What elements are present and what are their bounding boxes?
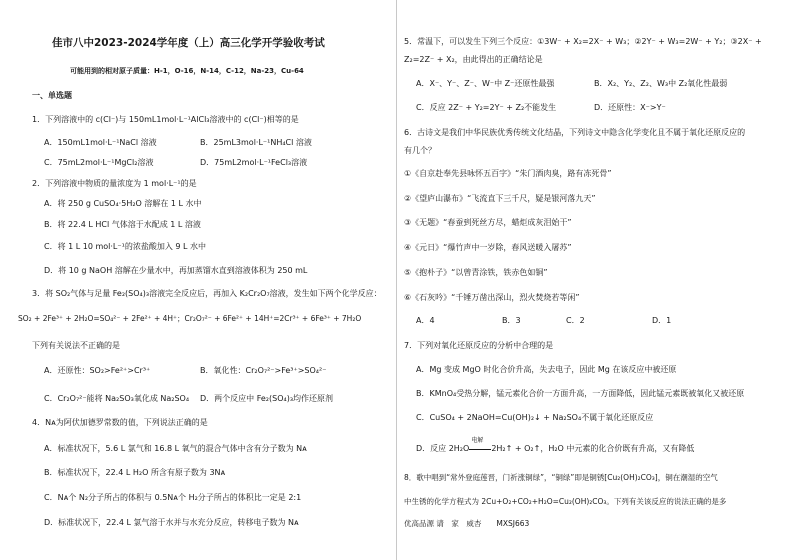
q1-option-b: B．25mL3mol·L⁻¹NH₄Cl 溶液 [200,138,312,147]
q2-option-c: C．将 1 L 10 mol·L⁻¹的浓盐酸加入 9 L 水中 [44,242,206,251]
q6-item-3: ③《无题》“春蚕到死丝方尽，蜡炬成灰泪始干” [404,218,572,227]
q5-option-a: A．X⁻、Y⁻、Z⁻、W⁻中 Z⁻还原性最强 [416,79,555,88]
q5-stem-line1: 5．常温下，可以发生下列三个反应：①3W⁻ + X₂=2X⁻ + W₃；②2Y⁻ + W₃=2W⁻ + Y₂；③2X⁻ + [404,37,762,46]
q6-item-5: ⑤《抱朴子》“以曾青涂铁，铁赤色如铜” [404,268,548,277]
arrow-line [469,449,491,450]
q3-stem: 3．将 SO₂气体与足量 Fe₂(SO₄)₃溶液完全反应后，再加入 K₂Cr₂O₇溶液，发生如下两个化学反应： [32,289,382,298]
q7-option-d-suffix: 2H₂↑ + O₂↑，H₂O 中元素的化合价既有升高，又有降低 [491,444,695,453]
q3-option-c: C．Cr₂O₇²⁻能将 Na₂SO₃氧化成 Na₂SO₄ [44,394,190,403]
q7-stem: 7．下列对氧化还原反应的分析中合理的是 [404,341,554,350]
q5-option-c: C．反应 2Z⁻ + Y₂=2Y⁻ + Z₂不能发生 [416,103,557,112]
q7-option-d [416,437,695,454]
q3-option-a: A．还原性：SO₂>Fe²⁺>Cr³⁺ [44,366,151,375]
q5-option-b: B．X₂、Y₂、Z₂、W₃中 Z₂氧化性最弱 [594,79,728,88]
q1-option-a: A．150mL1mol·L⁻¹NaCl 溶液 [44,138,157,147]
q2-option-d: D．将 10 g NaOH 溶解在少量水中，再加蒸馏水直到溶液体积为 250 mL [44,266,308,275]
q6-option-d: D．1 [652,316,672,325]
q5-stem-line2: Z₂=2Z⁻ + X₂，由此得出的正确结论是 [404,55,543,64]
q7-option-b: B．KMnO₄受热分解，锰元素化合价一方面升高，一方面降低，因此锰元素既被氧化又被还原 [416,389,745,398]
q4-option-a: A．标准状况下，5.6 L 氯气和 16.8 L 氧气的混合气体中含有分子数为 Nᴀ [44,444,307,453]
q6-stem-line2: 有几个？ [404,146,436,155]
q3-option-d: D．两个反应中 Fe₂(SO₄)₃均作还原剂 [200,394,334,403]
q3-prompt: 下列有关说法不正确的是 [32,341,120,350]
right-column [398,0,794,560]
electrolysis-arrow [469,437,491,454]
q2-option-a: A．将 250 g CuSO₄·5H₂O 溶解在 1 L 水中 [44,199,202,208]
q6-option-b: B．3 [502,316,521,325]
q3-option-b: B．氧化性：Cr₂O₇²⁻>Fe³⁺>SO₄²⁻ [200,366,327,375]
q6-option-a: A．4 [416,316,435,325]
left-column [0,0,396,560]
q6-item-1: ①《自京赴奉先县咏怀五百字》“朱门酒肉臭，路有冻死骨” [404,169,612,178]
atomic-masses: 可能用到的相对原子质量：H-1，O-16，N-14，C-12，Na-23，Cu-64 [70,67,304,75]
electrolysis-condition: 电解 [471,437,484,444]
q8-stem-line3: 优高品源 请 家 威杏 MXSJ663 [404,519,530,528]
q6-item-6: ⑥《石灰吟》“千锤万凿出深山，烈火焚烧若等闲” [404,293,580,302]
q7-option-d-prefix: D．反应 2H₂O [416,444,470,453]
q1-stem: 1．下列溶液中的 c(Cl⁻)与 150mL1mol·L⁻¹AlCl₃溶液中的 c(Cl⁻)相等的是 [32,115,299,124]
column-divider [396,0,397,560]
q5-option-d: D．还原性：X⁻>Y⁻ [594,103,666,112]
q4-stem: 4．Nᴀ为阿伏加德罗常数的值，下列说法正确的是 [32,418,208,427]
q1-option-c: C．75mL2mol·L⁻¹MgCl₂溶液 [44,158,154,167]
q3-equations: SO₂ + 2Fe³⁺ + 2H₂O=SO₄²⁻ + 2Fe²⁺ + 4H⁺；Cr₂O₇²⁻ + 6Fe²⁺ + 14H⁺=2Cr³⁺ + 6Fe³⁺ + 7H₂O [18,314,362,323]
q7-option-a: A．Mg 变成 MgO 时化合价升高，失去电子，因此 Mg 在该反应中被还原 [416,365,677,374]
exam-title: 佳市八中2023-2024学年度（上）高三化学开学验收考试 [52,37,325,49]
q8-stem-line2: 中生锈的化学方程式为 2Cu+O₂+CO₂+H₂O=Cu₂(OH)₂CO₃。下列有关该反应的说法正确的是多 [404,497,727,506]
q6-stem-line1: 6．古诗文是我们中华民族优秀传统文化结晶，下列诗文中隐含化学变化且不属于氧化还原反应的 [404,128,746,137]
q4-option-b: B．标准状况下，22.4 L H₂O 所含有原子数为 3Nᴀ [44,468,226,477]
q4-option-c: C．Nᴀ个 N₂分子所占的体积与 0.5Nᴀ个 H₂分子所占的体积比一定是 2:1 [44,493,302,502]
q6-option-c: C．2 [566,316,585,325]
q2-option-b: B．将 22.4 L HCl 气体溶于水配成 1 L 溶液 [44,220,201,229]
section-heading: 一、单选题 [32,91,72,100]
q6-item-2: ②《望庐山瀑布》“飞流直下三千尺，疑是银河落九天” [404,194,596,203]
q2-stem: 2．下列溶液中物质的量浓度为 1 mol·L⁻¹的是 [32,179,197,188]
q1-option-d: D．75mL2mol·L⁻¹FeCl₃溶液 [200,158,308,167]
q7-option-c: C．CuSO₄ + 2NaOH=Cu(OH)₂↓ + Na₂SO₄不属于氧化还原反应 [416,413,654,422]
q6-item-4: ④《元日》“爆竹声中一岁除，春风送暖入屠苏” [404,243,572,252]
q4-option-d: D．标准状况下，22.4 L 氯气溶于水并与水充分反应，转移电子数为 Nᴀ [44,518,299,527]
q8-stem-line1: 8．歌中唱到“常外登庭莲晋，门祈涨铜绿”，“铜绿”即是铜锈[Cu₂(OH)₂CO₃]，铜在潮湿的空气 [404,473,718,482]
